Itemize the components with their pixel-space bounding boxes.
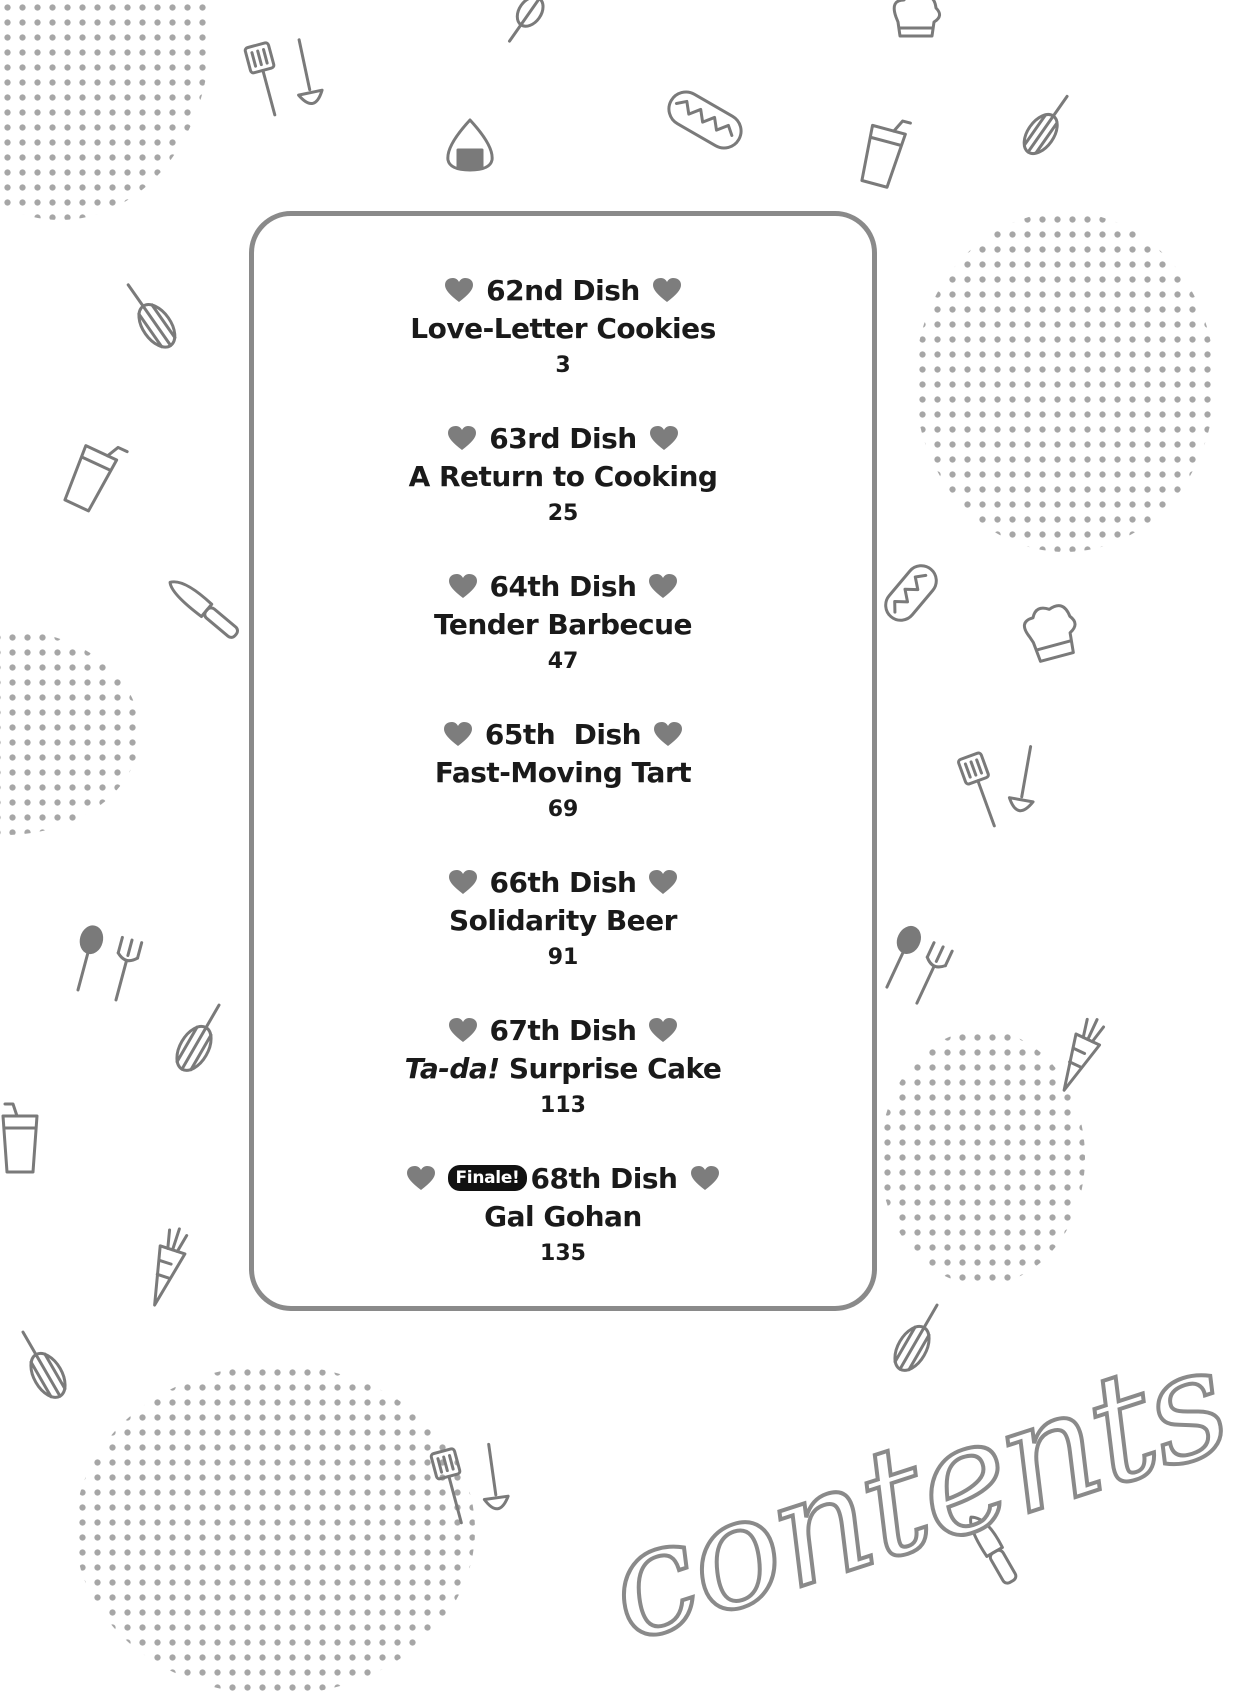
heart-icon xyxy=(448,869,478,895)
hotdog-icon xyxy=(660,85,750,155)
whisk-icon xyxy=(500,0,550,47)
toc-frame xyxy=(249,211,877,1311)
heart-icon xyxy=(443,721,473,747)
chapter-title xyxy=(254,458,872,496)
dish-row xyxy=(254,1158,872,1198)
fork-icon xyxy=(104,935,144,1005)
toc-entry[interactable] xyxy=(254,566,872,714)
toc-entry[interactable] xyxy=(254,1010,872,1158)
carrot-icon xyxy=(140,1225,195,1310)
page-number: 3 xyxy=(555,353,571,378)
page-number: 91 xyxy=(547,945,579,970)
chapter-title xyxy=(254,606,872,644)
heart-icon xyxy=(447,425,477,451)
chapter-title xyxy=(254,1050,872,1088)
toc-entry[interactable] xyxy=(254,862,872,1010)
cup-icon xyxy=(0,1100,50,1175)
ladle-icon xyxy=(472,1440,517,1525)
spatula-icon xyxy=(246,42,286,122)
toc-entry[interactable] xyxy=(254,270,872,418)
chapter-title-text: Gal Gohan xyxy=(484,1200,642,1233)
dish-row xyxy=(254,418,872,458)
chapter-title-text: Tender Barbecue xyxy=(434,608,692,641)
heart-icon xyxy=(648,1017,678,1043)
page-number: 113 xyxy=(540,1093,586,1118)
cup-icon xyxy=(60,435,125,515)
spoon-icon xyxy=(66,925,106,995)
dish-number: 62nd Dish xyxy=(486,273,640,307)
heart-icon xyxy=(448,573,478,599)
halftone-dots-right-lower xyxy=(880,1030,1085,1285)
chapter-title-text: Solidarity Beer xyxy=(449,904,677,937)
whisk-icon xyxy=(120,276,180,356)
dish-number: 66th Dish xyxy=(489,865,637,899)
dish-row xyxy=(254,270,872,310)
chef-hat-icon xyxy=(886,0,946,42)
halftone-dots-top-left xyxy=(0,0,210,220)
halftone-dots-right-upper xyxy=(915,212,1215,552)
dish-row xyxy=(254,862,872,902)
ladle-icon xyxy=(1002,742,1047,827)
toc-entry[interactable] xyxy=(254,714,872,862)
heart-icon xyxy=(444,277,474,303)
dish-row xyxy=(254,714,872,754)
page-number: 47 xyxy=(547,649,579,674)
dish-number: 64th Dish xyxy=(489,569,637,603)
chapter-title xyxy=(254,902,872,940)
whisk-icon xyxy=(170,998,230,1078)
heart-icon xyxy=(406,1165,436,1191)
heart-icon xyxy=(648,869,678,895)
dish-row xyxy=(254,566,872,606)
fork-icon xyxy=(910,940,950,1010)
page-number: 69 xyxy=(547,797,579,822)
chapter-title-emphasis: Ta-da! xyxy=(404,1052,500,1085)
heart-icon xyxy=(649,425,679,451)
whisk-icon xyxy=(12,1325,72,1405)
contents-heading: contents xyxy=(586,1313,1247,1677)
hotdog-icon xyxy=(876,556,946,631)
heart-icon xyxy=(652,277,682,303)
chapter-title-text: Fast-Moving Tart xyxy=(434,756,692,789)
dish-number: 68th Dish xyxy=(530,1161,678,1195)
rice-ball-icon xyxy=(440,116,500,174)
carrot-icon xyxy=(1056,1012,1106,1097)
whisk-icon xyxy=(1020,88,1075,163)
chapter-title-text: Love-Letter Cookies xyxy=(410,312,716,345)
finale-badge: Finale! xyxy=(448,1165,526,1191)
ladle-icon xyxy=(285,35,330,120)
chapter-title xyxy=(254,310,872,348)
chapter-title-text: A Return to Cooking xyxy=(408,460,718,493)
toc-entry[interactable] xyxy=(254,418,872,566)
page-number: 25 xyxy=(547,501,579,526)
whisk-icon xyxy=(888,1298,948,1378)
spatula-icon xyxy=(432,1448,472,1528)
halftone-dots-bottom-left xyxy=(75,1365,475,1695)
dish-number: 67th Dish xyxy=(489,1013,637,1047)
spatula-icon xyxy=(960,752,1005,832)
page-number: 135 xyxy=(540,1241,586,1266)
heart-icon xyxy=(653,721,683,747)
knife-icon xyxy=(158,570,248,650)
dish-number: 63rd Dish xyxy=(489,421,637,455)
toc-entry[interactable] xyxy=(254,1158,872,1306)
chapter-title-text: Surprise Cake xyxy=(499,1052,722,1085)
toc-list xyxy=(254,270,872,1306)
heart-icon xyxy=(648,573,678,599)
chef-hat-icon xyxy=(1018,600,1083,670)
dish-row xyxy=(254,1010,872,1050)
cup-icon xyxy=(856,115,911,190)
chapter-title xyxy=(254,754,872,792)
chapter-title xyxy=(254,1198,872,1236)
dish-number: 65th Dish xyxy=(484,717,642,751)
heart-icon xyxy=(690,1165,720,1191)
halftone-dots-left-middle xyxy=(0,630,140,835)
heart-icon xyxy=(448,1017,478,1043)
